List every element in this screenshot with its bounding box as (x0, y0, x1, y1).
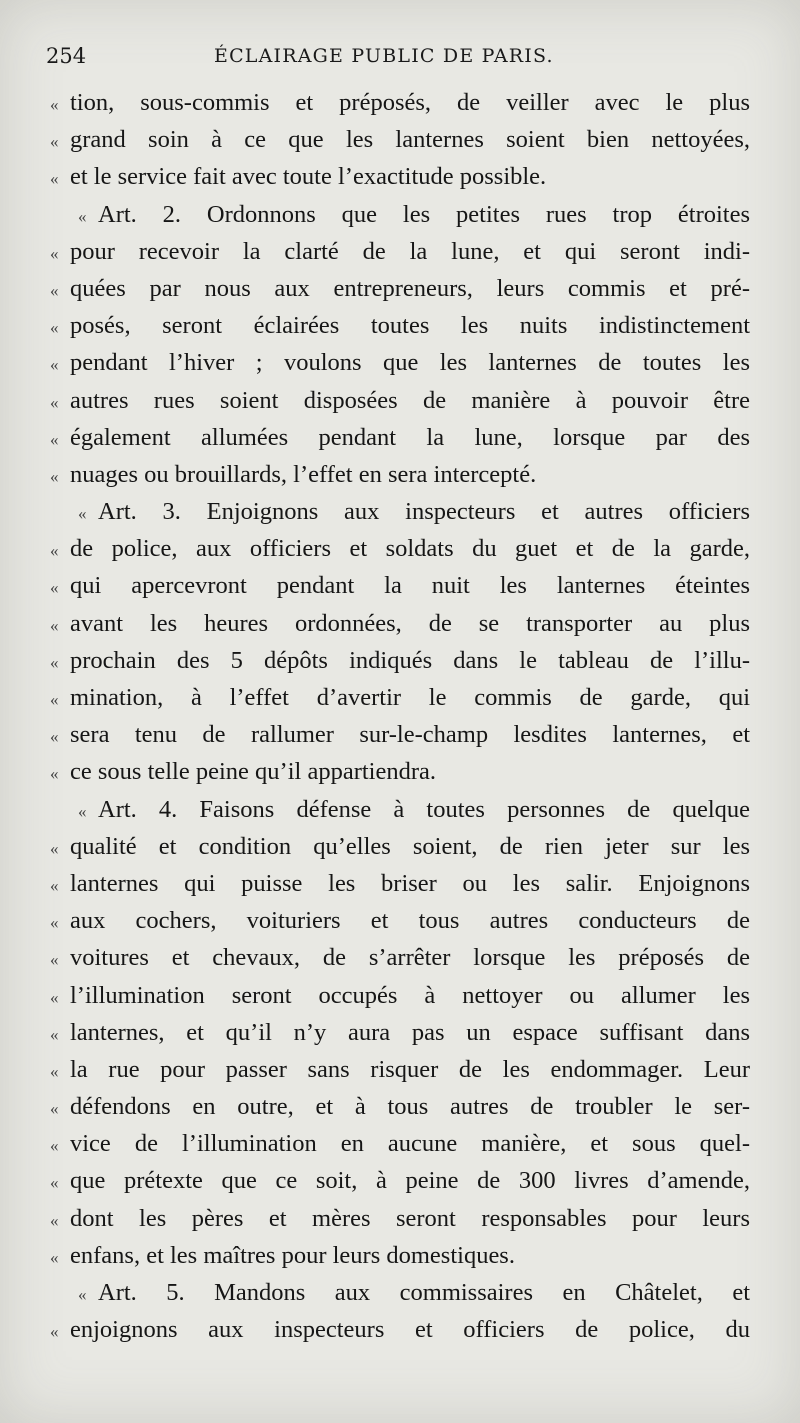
quotation-mark: « (50, 913, 59, 933)
page-number: 254 (46, 44, 87, 68)
quotation-mark: « (50, 95, 59, 114)
quotation-mark: « (50, 987, 59, 1007)
line-text: l’illumination seront occupés à nettoyer ou allumer les (70, 981, 750, 1009)
line-text: Art. 5. Mandons aux commissaires en Châtelet, et (98, 1279, 750, 1306)
quotation-mark: « (78, 1285, 87, 1304)
text-line (50, 121, 750, 158)
text-line (50, 865, 750, 902)
quotation-mark: « (50, 243, 59, 263)
line-text: lanternes qui puisse les briser ou les salir. Enjoignons (70, 869, 750, 897)
text-line (50, 1200, 750, 1237)
line-text: la rue pour passer sans risquer de les endommager. Leur (70, 1055, 750, 1083)
text-line (50, 493, 750, 530)
quotation-mark: « (50, 392, 59, 412)
text-line (50, 679, 750, 716)
text-line (50, 1051, 750, 1088)
line-text: aux cochers, voituriers et tous autres conducteurs de (70, 907, 750, 935)
text-line (50, 1162, 750, 1199)
quotation-mark: « (50, 578, 59, 598)
quotation-mark: « (50, 318, 59, 338)
line-text: pour recevoir la clarté de la lune, et qui seront indi- (70, 237, 750, 265)
quotation-mark: « (50, 169, 59, 189)
quotation-mark: « (50, 541, 59, 561)
quotation-mark: « (50, 690, 59, 709)
line-text: grand soin à ce que les lanternes soient bien nettoyées, (70, 126, 750, 154)
text-line (50, 456, 750, 493)
quotation-mark: « (50, 1247, 59, 1267)
line-text: Art. 2. Ordonnons que les petites rues trop étroites (98, 200, 750, 228)
text-line (50, 382, 750, 419)
text-line (50, 270, 750, 307)
line-text: dont les pères et mères seront responsables pour leurs (70, 1204, 750, 1232)
text-line (50, 977, 750, 1014)
text-line (50, 939, 750, 976)
quotation-mark: « (50, 1099, 59, 1119)
quotation-mark: « (50, 355, 59, 375)
line-text: nuages ou brouillards, l’effet en sera intercepté. (70, 460, 537, 488)
running-title: ÉCLAIRAGE PUBLIC DE PARIS. (214, 45, 554, 67)
text-line (50, 419, 750, 456)
line-text: qualité et condition qu’elles soient, de rien jeter sur les (70, 832, 750, 860)
text-line (50, 791, 750, 828)
quotation-mark: « (50, 429, 59, 449)
line-text: de police, aux officiers et soldats du guet et de la garde, (70, 535, 750, 563)
page-header (46, 44, 746, 74)
line-text: avant les heures ordonnées, de se transporter au plus (70, 609, 750, 637)
quotation-mark: « (78, 801, 87, 821)
line-text: également allumées pendant la lune, lorsque par des (70, 423, 750, 451)
line-text: ce sous telle peine qu’il appartiendra. (70, 758, 436, 786)
text-line (50, 233, 750, 270)
line-text: enjoignons aux inspecteurs et officiers de police, du (70, 1316, 750, 1344)
line-text: défendons en outre, et à tous autres de troubler le ser- (70, 1093, 750, 1121)
quotation-mark: « (50, 1322, 59, 1342)
quotation-mark: « (50, 1061, 59, 1081)
text-line (50, 307, 750, 344)
body-text (50, 84, 750, 1348)
quotation-mark: « (50, 875, 59, 895)
quotation-mark: « (50, 132, 59, 152)
text-line (50, 567, 750, 604)
text-line (50, 1014, 750, 1051)
line-text: autres rues soient disposées de manière à pouvoir être (70, 386, 750, 414)
text-line (50, 605, 750, 642)
text-line (50, 344, 750, 381)
quotation-mark: « (50, 1210, 59, 1230)
line-text: mination, à l’effet d’avertir le commis de garde, qui (70, 684, 750, 711)
text-line (50, 716, 750, 753)
line-text: qui apercevront pendant la nuit les lanternes éteintes (70, 572, 750, 600)
text-line (50, 753, 750, 790)
text-line (50, 1125, 750, 1162)
text-line (50, 1088, 750, 1125)
quotation-mark: « (50, 652, 59, 672)
text-line (50, 1237, 750, 1274)
line-text: pendant l’hiver ; voulons que les lanternes de toutes les (70, 349, 750, 377)
quotation-mark: « (50, 1173, 59, 1193)
text-line (50, 158, 750, 195)
text-line (50, 84, 750, 121)
line-text: posés, seront éclairées toutes les nuits indistinctement (70, 312, 750, 340)
line-text: et le service fait avec toute l’exactitude possible. (70, 163, 547, 191)
quotation-mark: « (50, 466, 59, 486)
line-text: enfans, et les maîtres pour leurs domestiques. (70, 1241, 515, 1269)
quotation-mark: « (50, 764, 59, 784)
quotation-mark: « (50, 280, 59, 300)
text-line (50, 530, 750, 567)
text-line (50, 196, 750, 233)
line-text: prochain des 5 dépôts indiqués dans le tableau de l’illu- (70, 646, 750, 674)
line-text: voitures et chevaux, de s’arrêter lorsque les préposés de (70, 944, 750, 972)
line-text: sera tenu de rallumer sur-le-champ lesdites lanternes, et (70, 721, 750, 749)
quotation-mark: « (78, 504, 87, 524)
line-text: tion, sous-commis et préposés, de veiller avec le plus (70, 89, 750, 116)
text-line (50, 642, 750, 679)
quotation-mark: « (50, 1136, 59, 1156)
line-text: que prétexte que ce soit, à peine de 300 livres d’amende, (70, 1167, 750, 1195)
quotation-mark: « (50, 615, 59, 635)
quotation-mark: « (50, 1024, 59, 1044)
text-line (50, 828, 750, 865)
line-text: Art. 3. Enjoignons aux inspecteurs et autres officiers (98, 498, 750, 526)
quotation-mark: « (50, 838, 59, 858)
text-line (50, 902, 750, 939)
quotation-mark: « (50, 727, 59, 747)
line-text: lanternes, et qu’il n’y aura pas un espace suffisant dans (70, 1018, 750, 1046)
quotation-mark: « (78, 206, 87, 226)
text-line (50, 1274, 750, 1311)
line-text: quées par nous aux entrepreneurs, leurs commis et pré- (70, 274, 750, 302)
quotation-mark: « (50, 950, 59, 970)
line-text: Art. 4. Faisons défense à toutes personnes de quelque (98, 795, 750, 823)
text-line (50, 1311, 750, 1348)
line-text: vice de l’illumination en aucune manière, et sous quel- (70, 1130, 750, 1158)
